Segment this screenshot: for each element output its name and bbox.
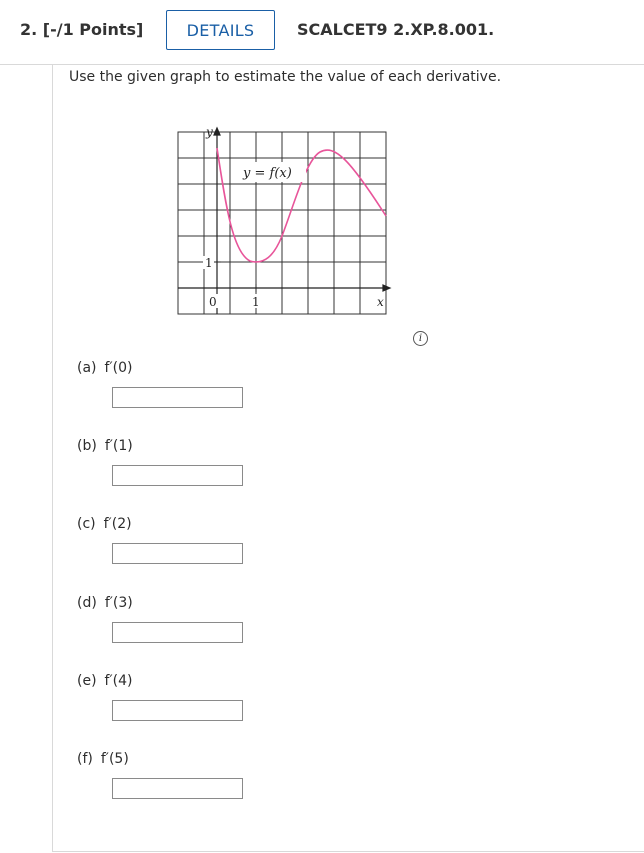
part-e-label: (e) — [77, 673, 97, 689]
question-source: SCALCET9 2.XP.8.001. — [297, 20, 495, 39]
question-header — [0, 0, 644, 65]
part-a-expression: f′(0) — [104, 360, 133, 376]
details-button[interactable]: DETAILS — [166, 10, 275, 50]
part-f — [77, 751, 129, 767]
part-c-expression: f′(2) — [103, 516, 132, 532]
part-b-expression: f′(1) — [104, 438, 133, 454]
question-number: 2. [-/1 Points] — [20, 20, 144, 39]
answer-input-c[interactable] — [112, 543, 243, 564]
part-d-label: (d) — [77, 595, 97, 611]
part-d-expression: f′(3) — [104, 595, 133, 611]
question-prompt: Use the given graph to estimate the value of each derivative. — [69, 69, 502, 85]
part-b-label: (b) — [77, 438, 97, 454]
part-b — [77, 438, 133, 454]
answer-input-e[interactable] — [112, 700, 243, 721]
answer-input-a[interactable] — [112, 387, 243, 408]
part-f-label: (f) — [77, 751, 93, 767]
part-d — [77, 595, 133, 611]
part-e — [77, 673, 133, 689]
answer-input-f[interactable] — [112, 778, 243, 799]
part-f-expression: f′(5) — [100, 751, 129, 767]
tick-label-y-1: 1 — [205, 256, 213, 270]
x-axis-label: x — [377, 295, 384, 309]
function-graph — [170, 120, 395, 320]
y-axis-label: y — [206, 125, 213, 139]
part-a-label: (a) — [77, 360, 97, 376]
part-e-expression: f′(4) — [104, 673, 133, 689]
graph-grid — [178, 132, 386, 314]
tick-label-x-0: 0 — [209, 295, 217, 309]
answer-input-d[interactable] — [112, 622, 243, 643]
part-c — [77, 516, 132, 532]
part-a — [77, 360, 132, 376]
part-c-label: (c) — [77, 516, 96, 532]
answer-input-b[interactable] — [112, 465, 243, 486]
graph-axes — [178, 128, 390, 314]
curve-label: y = f(x) — [243, 166, 292, 181]
info-icon[interactable]: i — [413, 331, 428, 346]
tick-label-x-1: 1 — [252, 295, 260, 309]
